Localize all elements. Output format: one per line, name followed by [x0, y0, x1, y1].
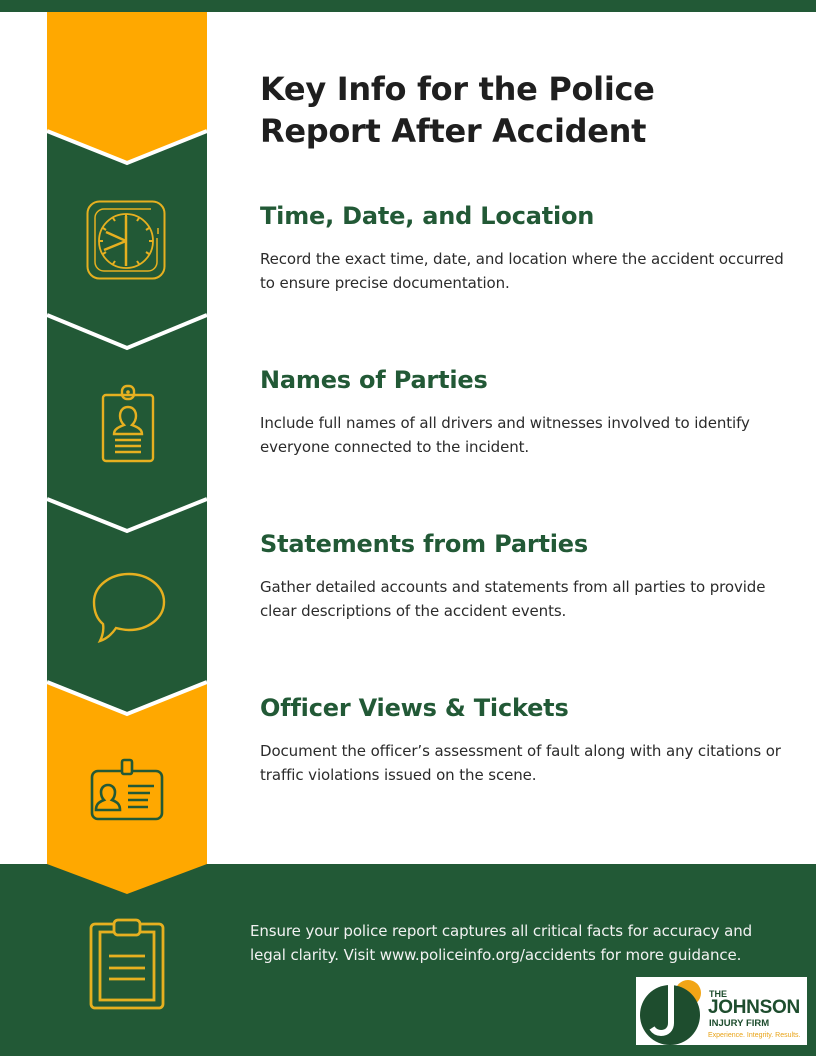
section-body: Document the officer’s assessment of fault along with any citations or traffic violations issued on the scene.	[260, 742, 781, 784]
page-title	[260, 68, 780, 152]
id-badge-icon	[101, 384, 155, 468]
page-title-line-2: Report After Accident	[260, 112, 647, 150]
section-body: Gather detailed accounts and statements from all parties to provide clear descriptions of the accident events.	[260, 578, 766, 620]
section-heading: Statements from Parties	[260, 530, 588, 558]
logo-tagline: Experience. Integrity. Results.	[708, 1032, 801, 1039]
section-heading: Officer Views & Tickets	[260, 694, 569, 722]
section-body: Record the exact time, date, and location where the accident occurred to ensure precise documentation.	[260, 250, 784, 292]
section-time-date-location	[260, 201, 790, 295]
logo-text-the: THE	[709, 989, 727, 999]
clock-icon	[86, 200, 166, 284]
clipboard-icon	[89, 918, 165, 1014]
footer-text: Ensure your police report captures all critical facts for accuracy and legal clarity. Visit www.policeinfo.org/accidents for more guidance.	[250, 922, 753, 964]
section-body: Include full names of all drivers and witnesses involved to identify everyone connected to the incident.	[260, 414, 750, 456]
section-heading: Time, Date, and Location	[260, 202, 595, 230]
page-title-line-1: Key Info for the Police	[260, 70, 655, 108]
section-heading: Names of Parties	[260, 366, 488, 394]
johnson-injury-firm-logo	[636, 977, 807, 1045]
section-officer-views-tickets	[260, 693, 790, 787]
logo-text-johnson: JOHNSON	[708, 997, 800, 1018]
top-bar	[0, 0, 816, 12]
logo-text-injury-firm: INJURY FIRM	[709, 1018, 770, 1029]
id-card-icon	[90, 758, 164, 826]
section-names-of-parties	[260, 365, 790, 459]
section-statements-from-parties	[260, 529, 790, 623]
logo-j-mark-icon	[638, 979, 708, 1045]
speech-bubble-icon	[92, 572, 166, 648]
chevron-band-tip	[47, 840, 207, 896]
